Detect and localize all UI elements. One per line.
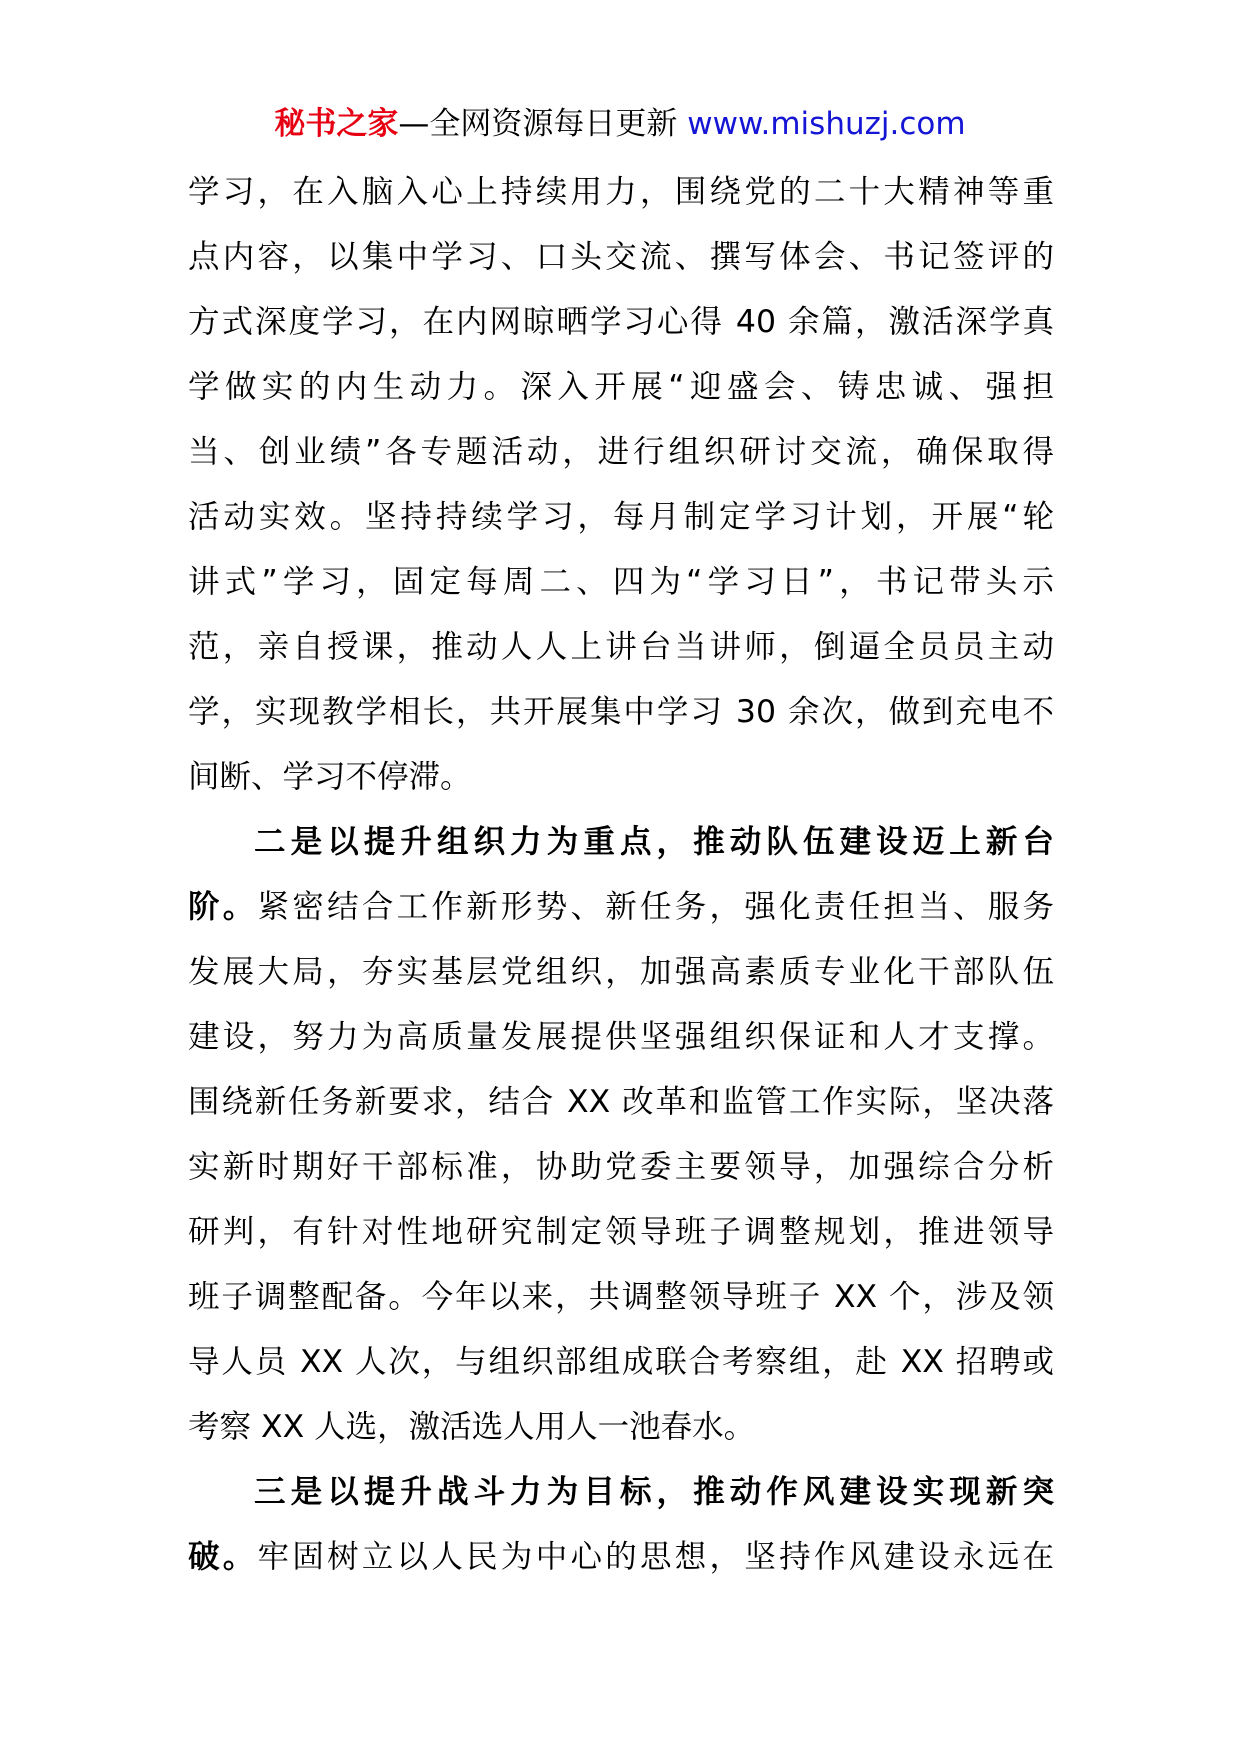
- section-heading: 三是以提升战斗力为目标，推动作风建设实现新突: [254, 1474, 1054, 1510]
- text-line: 实新时期好干部标准，协助党委主要领导，加强综合分析: [188, 1149, 1054, 1185]
- text-line: 点内容，以集中学习、口头交流、撰写体会、书记签评的: [188, 239, 1054, 275]
- header-url-link[interactable]: www.mishuzj.com: [687, 106, 966, 142]
- text-line: 阶。紧密结合工作新形势、新任务，强化责任担当、服务: [188, 889, 1054, 925]
- text-line: 导人员 XX 人次，与组织部组成联合考察组，赴 XX 招聘或: [188, 1344, 1054, 1380]
- text-line: 学做实的内生动力。深入开展“迎盛会、铸忠诚、强担: [188, 369, 1054, 405]
- header-tagline: —全网资源每日更新: [398, 106, 678, 142]
- text-line: 破。牢固树立以人民为中心的思想，坚持作风建设永远在: [188, 1539, 1054, 1575]
- heading-tail: 阶。: [188, 889, 258, 925]
- text-line: 讲式”学习，固定每周二、四为“学习日”，书记带头示: [188, 564, 1054, 600]
- text-line: 围绕新任务新要求，结合 XX 改革和监管工作实际，坚决落: [188, 1084, 1054, 1120]
- text-line: 间断、学习不停滞。: [188, 759, 472, 795]
- text-line: 建设，努力为高质量发展提供坚强组织保证和人才支撑。: [188, 1019, 1054, 1055]
- text-line: 考察 XX 人选，激活选人用人一池春水。: [188, 1409, 756, 1445]
- text-line: 发展大局，夯实基层党组织，加强高素质专业化干部队伍: [188, 954, 1054, 990]
- section-heading: 二是以提升组织力为重点，推动队伍建设迈上新台: [254, 824, 1054, 860]
- text-line: 活动实效。坚持持续学习，每月制定学习计划，开展“轮: [188, 499, 1054, 535]
- document-body: [188, 160, 1054, 1590]
- heading-tail: 破。: [188, 1539, 258, 1575]
- text-line: 范，亲自授课，推动人人上讲台当讲师，倒逼全员员主动: [188, 629, 1054, 665]
- text-line: 班子调整配备。今年以来，共调整领导班子 XX 个，涉及领: [188, 1279, 1054, 1315]
- text-line: 学习，在入脑入心上持续用力，围绕党的二十大精神等重: [188, 174, 1054, 210]
- text-line: 研判，有针对性地研究制定领导班子调整规划，推进领导: [188, 1214, 1054, 1250]
- header-brand: 秘书之家: [274, 106, 399, 142]
- text-line: 方式深度学习，在内网晾晒学习心得 40 余篇，激活深学真: [188, 304, 1054, 340]
- page-header: [0, 104, 1240, 144]
- text-line: 当、创业绩”各专题活动，进行组织研讨交流，确保取得: [188, 434, 1054, 470]
- text-line: 学，实现教学相长，共开展集中学习 30 余次，做到充电不: [188, 694, 1054, 730]
